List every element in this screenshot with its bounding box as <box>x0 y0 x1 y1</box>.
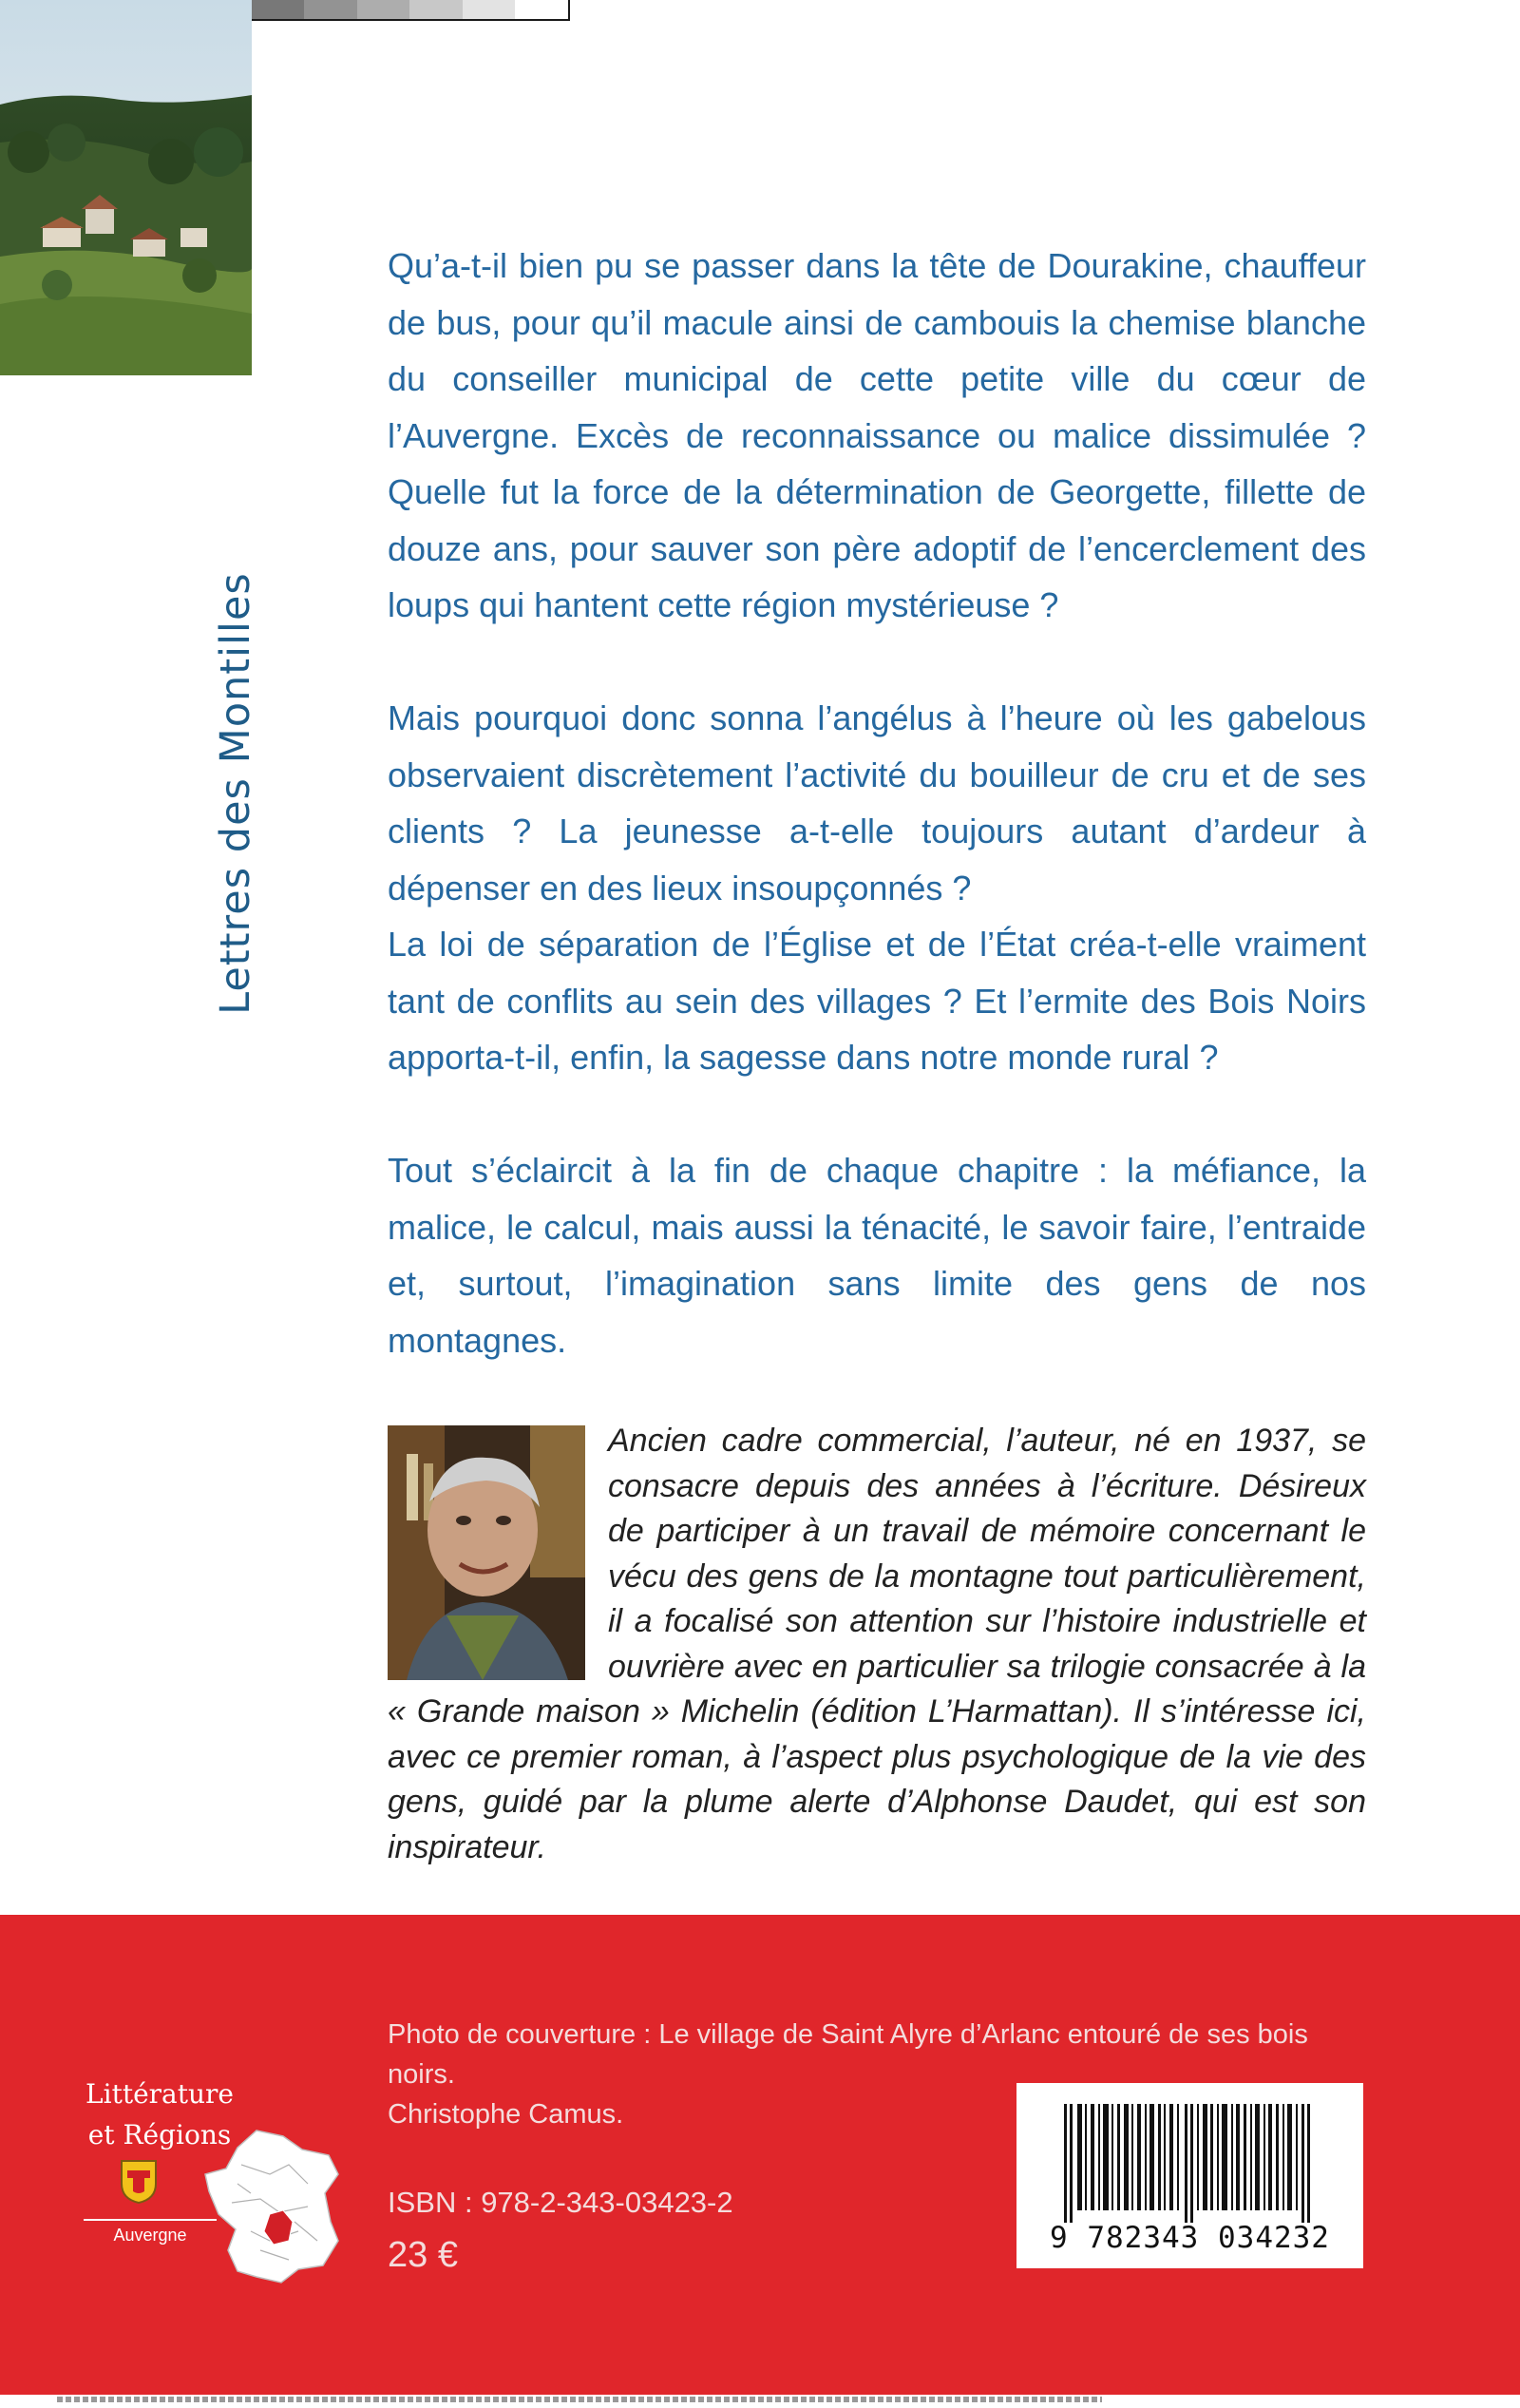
trim-marks <box>57 2397 1102 2402</box>
isbn: ISBN : 978-2-343-03423-2 <box>388 2186 733 2219</box>
photo-spacer <box>388 1419 608 1690</box>
village-landscape-photo <box>0 0 252 375</box>
auvergne-crest-icon <box>120 2159 158 2205</box>
blurb-paragraph-1 <box>388 238 1366 634</box>
blurb-text: Tout s’éclaircit à la fin de chaque chapitre : la méfiance, la malice, le calcul, mais aussi la ténacité, le savoir faire, l’entraide et, surtout, l’imagination sans limite des gens de nos montagnes. <box>388 1151 1366 1360</box>
france-map-icon <box>203 2127 346 2288</box>
collection-line-1: Littérature <box>86 2078 234 2110</box>
blurb-text: Mais pourquoi donc sonna l’angélus à l’heure où les gabelous observaient discrètement l’activité du bouilleur de cru et de ses clients ? La jeunesse a-t-elle toujours autant d’ardeur à dépenser en des lieux insoupçonnés ? <box>388 698 1366 908</box>
collection-divider <box>84 2219 217 2221</box>
barcode-number: 9 782343 034232 <box>1050 2221 1330 2255</box>
blurb-paragraph-2 <box>388 690 1366 1086</box>
blurb-paragraph-3 <box>388 1142 1366 1368</box>
blurb-text: Qu’a-t-il bien pu se passer dans la tête de Dourakine, chauffeur de bus, pour qu’il macule ainsi de cambouis la chemise blanche du conseiller municipal de cette petite ville du cœur de l’Auvergne. Excès de reconnaissance ou malice dissimulée ? Quelle fut la force de la détermination de Georgette, fillette de douze ans, pour sauver son père adoptif de l’encerclement des loups qui hantent cette région mystérieuse ? <box>388 246 1366 624</box>
author-bio <box>388 1419 1366 1870</box>
photo-credit-line-1: Photo de couverture : Le village de Saint Alyre d’Arlanc entouré de ses bois noirs. <box>388 2019 1308 2090</box>
barcode <box>1016 2083 1363 2268</box>
trim-strip <box>0 2395 1520 2408</box>
blurb-text: La loi de séparation de l’Église et de l’État créa-t-elle vraiment tant de conflits au sein des villages ? Et l’ermite des Bois Noirs apporta-t-il, enfin, la sagesse dans notre monde rural ? <box>388 925 1366 1077</box>
collection-line-2: et Régions <box>87 2119 232 2150</box>
barcode-bars <box>1064 2104 1316 2223</box>
photo-credit-line-2: Christophe Camus. <box>388 2099 624 2130</box>
price: 23 € <box>388 2235 458 2275</box>
collection-region: Auvergne <box>113 2226 187 2245</box>
spine-title: Lettres des Montilles <box>212 572 259 1015</box>
author-bio-text: Ancien cadre commercial, l’auteur, né en 1937, se consacre depuis des années à l’écriture. Désireux de participer à un travail de mémoire concernant le vécu des gens de la montagne tout particulièrement, il a focalisé son attention sur l’histoire industrielle et ouvrière avec en particulier sa trilogie consacrée à la « Grande maison » Michelin (édition L’Harmattan). Il s’intéresse ici, avec ce premier roman, à l’aspect plus psychologique de la vie des gens, guidé par la plume alerte d’Alphonse Daudet, qui est son inspirateur. <box>388 1423 1366 1865</box>
